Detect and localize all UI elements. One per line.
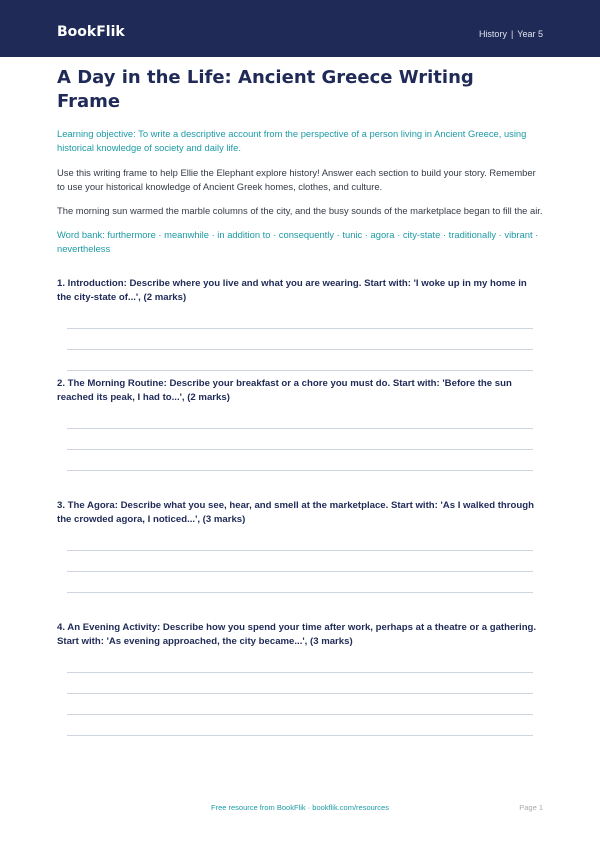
question-prompt: 3. The Agora: Describe what you see, hear, and smell at the marketplace. Start with: 'As I walked through the crowded agora, I noticed...', (3 marks) [57,500,534,525]
word-bank: Word bank: furthermore · meanwhile · in addition to · consequently · tunic · agora · city-state · traditionally · vibrant · nevertheless [57,229,539,254]
learning-objective: Learning objective: To write a descriptive account from the perspective of a person living in Ancient Greece, using historical knowledge of society and daily life. [57,128,527,153]
answer-lines[interactable] [57,550,543,593]
meta-separator: | [510,29,514,39]
answer-line[interactable] [67,550,533,551]
opening-sentence: The morning sun warmed the marble columns of the city, and the busy sounds of the marketplace began to fill the air. [57,205,543,216]
answer-line[interactable] [67,571,533,572]
question-prompt: 1. Introduction: Describe where you live and what you are wearing. Start with: 'I woke up in my home in the city-state of...', (2 marks) [57,278,527,303]
question-prompt: 4. An Evening Activity: Describe how you spend your time after work, perhaps at a theatre or a gathering. Start with: 'As evening approached, the city became...', (3 marks) [57,622,537,647]
page-number: Page 1 [519,803,543,812]
subject-label: History [478,29,507,39]
header-meta [479,28,543,40]
intro-block [57,63,543,371]
section-2 [57,377,543,471]
section-1 [57,277,543,371]
answer-line[interactable] [67,449,533,450]
answer-line[interactable] [67,714,533,715]
footer-credit-link[interactable]: Free resource from BookFlik · bookflik.com/resources [211,803,389,812]
answer-line[interactable] [67,693,533,694]
section-4 [57,621,543,736]
answer-line[interactable] [67,328,533,329]
year-label: Year 5 [517,29,543,39]
answer-lines[interactable] [57,328,543,371]
page-header [0,0,600,57]
answer-line[interactable] [67,672,533,673]
page-title: A Day in the Life: Ancient Greece Writing Frame [57,67,474,112]
answer-line[interactable] [67,735,533,736]
question-prompt: 2. The Morning Routine: Describe your breakfast or a chore you must do. Start with: 'Before the sun reached its peak, I had to...', (2 marks) [57,378,512,403]
answer-line[interactable] [67,470,533,471]
answer-line[interactable] [67,370,533,371]
answer-line[interactable] [67,428,533,429]
answer-lines[interactable] [57,428,543,471]
answer-line[interactable] [67,349,533,350]
brand-logo-text[interactable]: BookFlik [57,24,125,40]
answer-line[interactable] [67,592,533,593]
section-3 [57,499,543,593]
instructions: Use this writing frame to help Ellie the Elephant explore history! Answer each section to build your story. Remember to use your historical knowledge of Ancient Greek homes, clothes, and culture. [57,167,536,192]
answer-lines[interactable] [57,672,543,736]
